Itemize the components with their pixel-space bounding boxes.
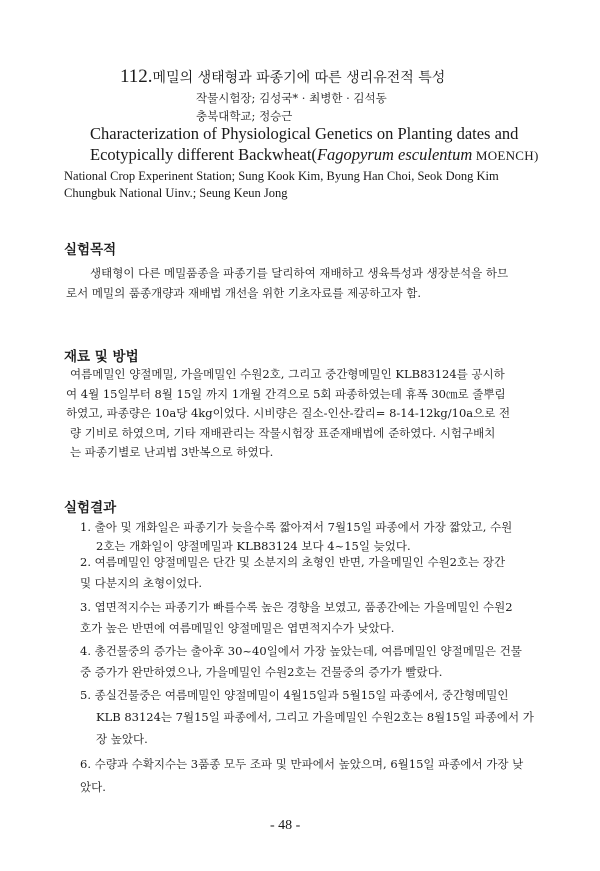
result-item-line: KLB 83124는 7월15일 파종에서, 그리고 가을메밀인 수원2호는 8월15일 파종에서 가	[96, 710, 534, 724]
results-heading: 실험결과	[64, 500, 117, 516]
purpose-line: 생태형이 다른 메밀품종을 파종기를 달리하여 재배하고 생육특성과 생장분석을 하므	[90, 266, 509, 280]
methods-line: 하였고, 파종량은 10a당 4kg이었다. 시비량은 질소-인산-칼리= 8-14-12kg/10a으로 전	[66, 406, 511, 420]
result-item-line: 호가 높은 반면에 여름메밀인 양절메밀은 엽면적지수가 낮았다.	[80, 621, 395, 635]
english-title-line1: Characterization of Physiological Genetics on Planting dates and	[90, 124, 519, 143]
english-title-prefix: Ecotypically different Backwheat(	[90, 145, 317, 164]
result-item-line: 3. 엽면적지수는 파종기가 빠를수록 높은 경향을 보였고, 품종간에는 가을메밀인 수원2	[80, 600, 513, 614]
english-affiliation-line1: National Crop Experinent Station; Sung Kook Kim, Byung Han Choi, Seok Dong Kim	[64, 169, 499, 183]
result-item-line: 2호는 개화일이 양절메밀과 KLB83124 보다 4~15일 늦었다.	[96, 539, 411, 553]
korean-title	[120, 66, 445, 88]
purpose-heading: 실험목적	[64, 242, 117, 258]
result-item-line: 5. 종실건물중은 여름메밀인 양절메밀이 4월15일과 5월15일 파종에서, 중간형메밀인	[80, 688, 509, 702]
result-item-line: 장 높았다.	[96, 732, 148, 746]
english-title-line2	[90, 145, 539, 165]
result-item-line: 중 증가가 완만하였으나, 가을메밀인 수원2호는 건물중의 증가가 빨랐다.	[80, 665, 443, 679]
result-item-line: 및 다분지의 초형이었다.	[80, 576, 203, 590]
methods-line: 는 파종기별로 난괴법 3반복으로 하였다.	[70, 445, 274, 459]
methods-line: 량 기비로 하였으며, 기타 재배관리는 작물시험장 표준재배법에 준하였다. 시험구배치	[70, 426, 496, 440]
abstract-number: 112.	[120, 66, 153, 87]
result-item-line: 1. 출아 및 개화일은 파종기가 늦을수록 짧아져서 7월15일 파종에서 가장 짧았고, 수원	[80, 520, 513, 534]
methods-heading: 재료 및 방법	[64, 349, 139, 365]
english-title-suffix: MOENCH)	[472, 148, 539, 163]
korean-title-text: 메밀의 생태형과 파종기에 따른 생리유전적 특성	[152, 70, 446, 86]
methods-line: 여 4월 15일부터 8월 15일 까지 1개월 간격으로 5회 파종하였는데 휴폭 30㎝로 줄뿌림	[66, 387, 506, 401]
methods-line: 여름메밀인 양절메밀, 가을메밀인 수원2호, 그리고 중간형메밀인 KLB83124를 공시하	[70, 367, 505, 381]
page-number: - 48 -	[270, 818, 301, 833]
english-affiliation-line2: Chungbuk National Uinv.; Seung Keun Jong	[64, 186, 288, 200]
korean-authors-line1: 작물시험장; 김성국* · 최병한 · 김석동	[196, 91, 387, 105]
result-item-line: 6. 수량과 수확지수는 3품종 모두 조파 및 만파에서 높았으며, 6월15일 파종에서 가장 낮	[80, 757, 524, 771]
korean-authors-line2: 충북대학교; 정승근	[196, 109, 293, 123]
scientific-name: Fagopyrum esculentum	[316, 145, 473, 164]
result-item-line: 았다.	[80, 780, 106, 794]
result-item-line: 2. 여름메밀인 양절메밀은 단간 및 소분지의 초형인 반면, 가을메밀인 수원2호는 장간	[80, 555, 506, 569]
purpose-line: 로서 메밀의 품종개량과 재배법 개선을 위한 기초자료를 제공하고자 함.	[66, 286, 422, 300]
result-item-line: 4. 총건물중의 증가는 출아후 30~40일에서 가장 높았는데, 여름메밀인 양절메밀은 건물	[80, 644, 522, 658]
